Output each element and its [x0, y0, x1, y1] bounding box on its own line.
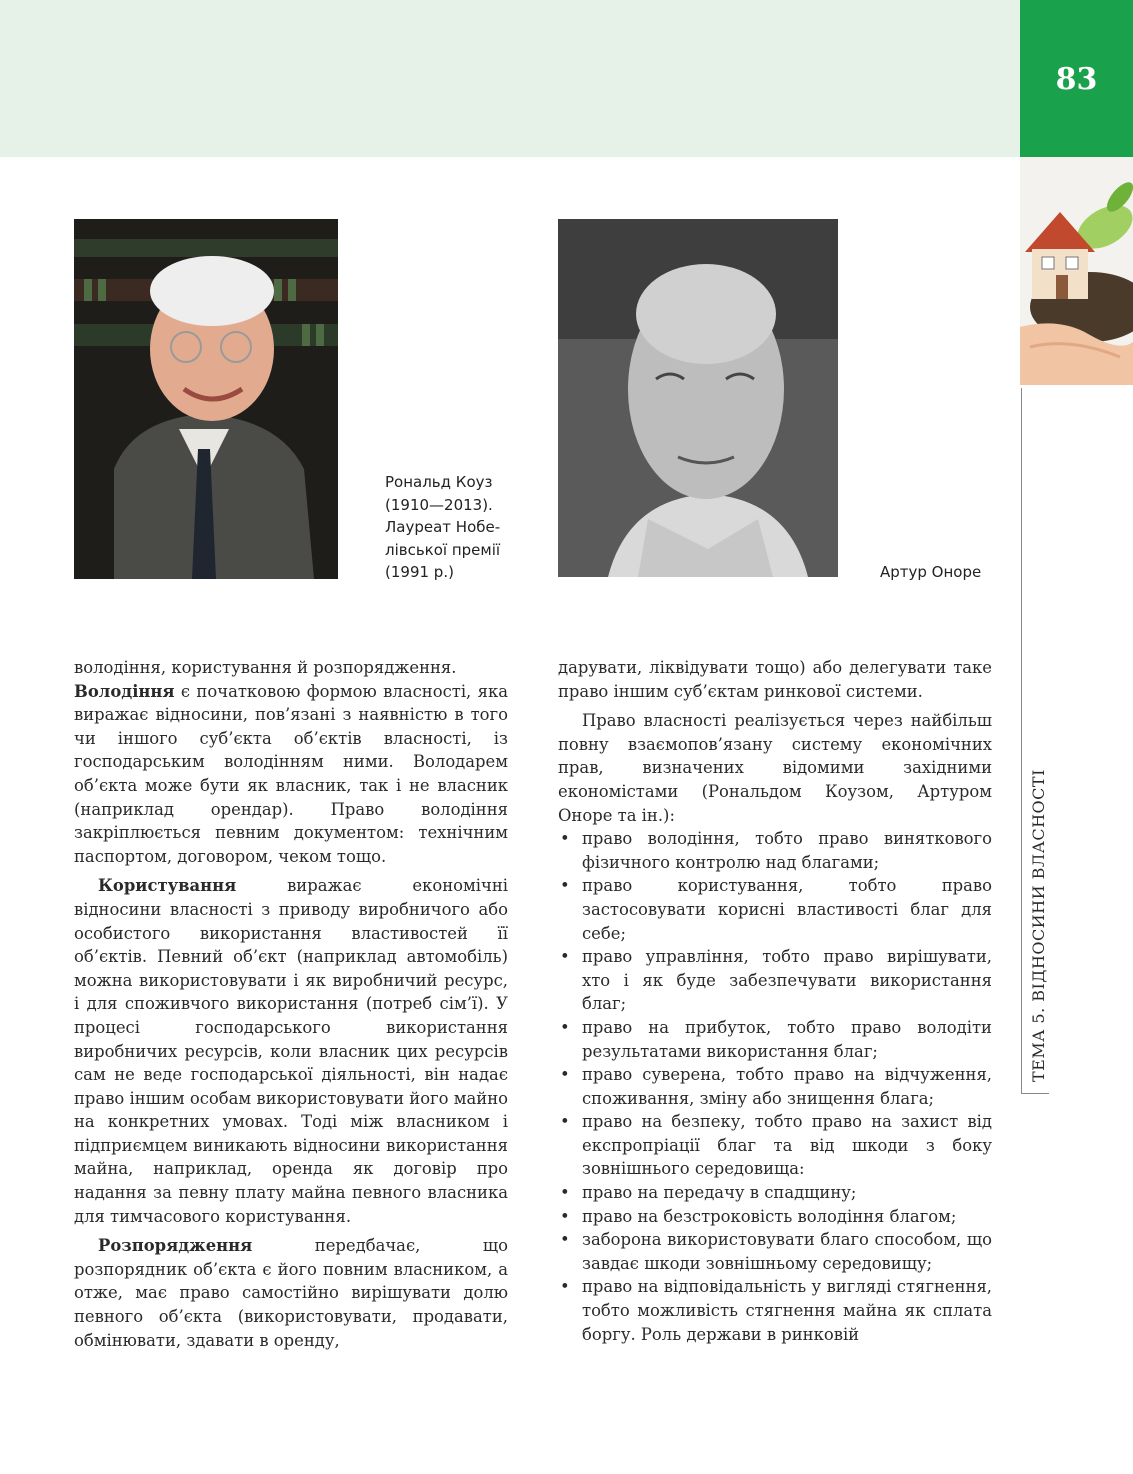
- right-text-column: [558, 656, 992, 1346]
- portrait-arthur-honore: [558, 219, 838, 577]
- bullet-item: [558, 1016, 992, 1063]
- caption-ronald-coase: Рональд Коуз (1910—2013). Лауреат Нобе- лівської премії (1991 р.): [385, 473, 501, 581]
- bullet-item: [558, 1181, 992, 1205]
- term-ownership: Володіння: [74, 681, 175, 701]
- bullet-item: [558, 1063, 992, 1110]
- bullet-text: право на безпеку, тобто право на захист від експропріації благ та від шкоди з боку зовнішнього середовища:: [582, 1112, 992, 1179]
- chapter-side-label: ТЕМА 5. ВІДНОСИНИ ВЛАСНОСТІ: [1029, 769, 1048, 1082]
- paragraph-ownership: [74, 680, 508, 869]
- page-number-tab: [1020, 0, 1133, 157]
- bullet-icon: •: [560, 1230, 570, 1250]
- bullet-icon: •: [560, 1017, 570, 1037]
- bullet-item: [558, 1275, 992, 1346]
- bullet-icon: •: [560, 1206, 570, 1226]
- bullet-text: право на відповідальність у вигляді стягнення, тобто можливість стягнення майна як сплата боргу. Роль держави в ринковій: [582, 1277, 992, 1344]
- bullet-text: право на передачу в спадщину;: [582, 1183, 857, 1203]
- bullet-text: право на безстроковість володіння благом;: [582, 1206, 957, 1226]
- paragraph: володіння, користування й розпорядження.: [74, 658, 457, 677]
- bullet-icon: •: [560, 876, 570, 896]
- paragraph: дарувати, ліквідувати тощо) або делегувати таке право іншим суб’єктам ринкової системи.: [558, 658, 992, 701]
- bullet-item: [558, 1228, 992, 1275]
- bullet-icon: •: [560, 1183, 570, 1203]
- paragraph-disposal: [74, 1234, 508, 1352]
- bullet-icon: •: [560, 829, 570, 849]
- bullet-item: [558, 945, 992, 1016]
- bullet-item: [558, 874, 992, 945]
- side-rule-tick: [1021, 1093, 1049, 1094]
- bullet-item: [558, 827, 992, 874]
- caption-arthur-honore: Артур Оноре: [880, 563, 982, 581]
- bullet-text: право користування, тобто право застосовувати корисні властивості благ для себе;: [582, 876, 992, 943]
- header-band: [0, 0, 1020, 157]
- bullet-text: право володіння, тобто право виняткового фізичного контролю над благами;: [582, 829, 992, 872]
- bullet-icon: •: [560, 947, 570, 967]
- bullet-text: заборона використовувати благо способом, що завдає шкоди зовнішньому середовищу;: [582, 1230, 992, 1273]
- paragraph: Право власності реалізується через найбільш повну взаємопов’язану систему економічних прав, визначених відомими західними економістами (Рональдом Коузом, Артуром Оноре та ін.):: [558, 711, 992, 825]
- bullet-text: право суверена, тобто право на відчуження, споживання, зміну або знищення блага;: [582, 1065, 992, 1108]
- bullet-icon: •: [560, 1065, 570, 1085]
- term-use: Користування: [98, 876, 237, 896]
- bullet-item: [558, 1205, 992, 1229]
- bullet-text: право на прибуток, тобто право володіти результатами використання благ;: [582, 1017, 992, 1061]
- bullet-item: [558, 1110, 992, 1181]
- side-rule: [1021, 388, 1022, 1093]
- bullet-text: право управління, тобто право вирішувати, хто і як буде забезпечувати використання благ;: [582, 947, 992, 1014]
- paragraph-use: [74, 874, 508, 1228]
- portrait-ronald-coase: [74, 219, 338, 579]
- house-in-hands-illustration: [1020, 157, 1133, 385]
- paragraph-text: є початковою формою власності, яка виражає відносини, пов’язані з наявністю в того чи іншого суб’єкта об’єктів власності, із господарським володінням ними. Володарем об’єкта може бути як власник, так і не власник (наприклад орендар). Право володіння закріплюється певним документом: технічним паспортом, договором, чеком тощо.: [74, 681, 508, 866]
- term-disposal: Розпорядження: [98, 1236, 253, 1256]
- rights-bullet-list: [558, 827, 992, 1346]
- paragraph-text: виражає економічні відносини власності з приводу виробничого або особистого використання властивостей її об’єктів. Певний об’єкт (наприклад автомобіль) можна використовувати і як виробничий ресурс, і для споживчого використання (потреб сім’ї). У процесі господарського використання виробничих ресурсів, коли власник цих ресурсів сам не веде господарської діяльності, він надає право іншим особам використовувати його майно на конкретних умовах. Тоді між власником і підприємцем виникають відносини використання майна, наприклад, оренда як договір про надання за певну плату майна певного власника для тимчасового користування.: [74, 876, 508, 1226]
- bullet-icon: •: [560, 1112, 570, 1132]
- paragraph-text: передбачає, що розпорядник об’єкта є його повним власником, а отже, має право самостійно вирішувати долю певного об’єкта (використовувати, продавати, обмінювати, здавати в оренду,: [74, 1236, 508, 1350]
- bullet-icon: •: [560, 1277, 570, 1297]
- left-text-column: [74, 656, 508, 1352]
- page-number: 83: [1055, 62, 1098, 97]
